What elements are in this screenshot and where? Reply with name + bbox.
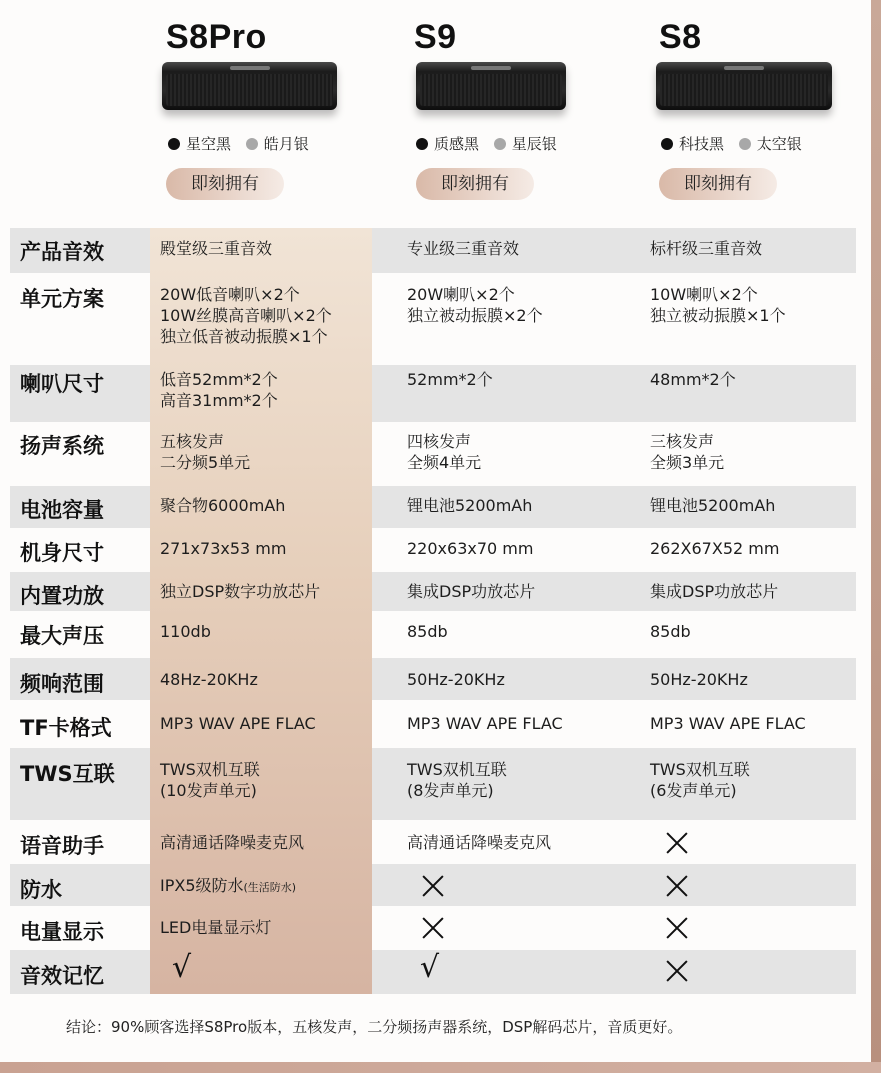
spec-value-s8: 262X67X52 mm — [650, 539, 780, 558]
color-dot-black — [168, 138, 180, 150]
spec-value-s9: 高清通话降噪麦克风 — [407, 833, 552, 852]
spec-value-s9: 85db — [407, 622, 448, 641]
spec-value-s8pro: 五核发声 二分频5单元 — [160, 432, 251, 472]
spec-label-max-spl: 最大声压 — [20, 624, 104, 648]
spec-value-s8pro: 271x73x53 mm — [160, 539, 287, 558]
product-name-s8pro — [166, 18, 406, 57]
spec-value-s8pro: 独立DSP数字功放芯片 — [160, 582, 321, 601]
spec-value-s9: TWS双机互联 (8发声单元) — [407, 760, 507, 800]
spec-value-s8pro: 高清通话降噪麦克风 — [160, 833, 305, 852]
color-label: 星辰银 — [511, 135, 557, 153]
spec-label-amplifier: 内置功放 — [20, 584, 104, 608]
spec-value-s8: 集成DSP功放芯片 — [650, 582, 779, 601]
spec-value-s8: 10W喇叭×2个 独立被动振膜×1个 — [650, 285, 786, 325]
color-dot-black — [416, 138, 428, 150]
buy-button-s8pro[interactable]: 即刻拥有 — [166, 168, 284, 200]
spec-value-s9: MP3 WAV APE FLAC — [407, 714, 563, 733]
unsupported-x-icon — [421, 916, 445, 940]
unsupported-x-icon — [665, 916, 689, 940]
spec-value-s8: 标杆级三重音效 — [650, 239, 763, 258]
spec-value-s8: MP3 WAV APE FLAC — [650, 714, 806, 733]
spec-value-s8pro: 48Hz-20KHz — [160, 670, 258, 689]
color-dot-silver — [246, 138, 258, 150]
supported-check-icon: √ — [172, 950, 192, 985]
spec-label-waterproof: 防水 — [20, 878, 62, 902]
spec-value-s9: 220x63x70 mm — [407, 539, 534, 558]
color-dot-silver — [739, 138, 751, 150]
color-label: 科技黑 — [679, 135, 725, 153]
spec-value-text: IPX5级防水 — [160, 876, 244, 895]
spec-value-s8: TWS双机互联 (6发声单元) — [650, 760, 750, 800]
unsupported-x-icon — [665, 831, 689, 855]
spec-value-s8pro: 殿堂级三重音效 — [160, 239, 273, 258]
unsupported-x-icon — [665, 959, 689, 983]
spec-label-driver-scheme: 单元方案 — [20, 287, 104, 311]
spec-value-s8: 锂电池5200mAh — [650, 496, 776, 515]
spec-label-battery-display: 电量显示 — [20, 920, 104, 944]
spec-value-s8pro — [160, 875, 296, 898]
right-border — [871, 0, 881, 1073]
unsupported-x-icon — [421, 874, 445, 898]
spec-label-tws: TWS互联 — [20, 762, 115, 786]
spec-value-s9: 四核发声 全频4单元 — [407, 432, 482, 472]
spec-label-dimensions: 机身尺寸 — [20, 541, 104, 565]
spec-value-s9: 50Hz-20KHz — [407, 670, 505, 689]
spec-value-s8pro: 110db — [160, 622, 211, 641]
spec-label-frequency-range: 频响范围 — [20, 672, 104, 696]
spec-value-s8pro: TWS双机互联 (10发声单元) — [160, 760, 260, 800]
spec-value-s8pro: 低音52mm*2个 高音31mm*2个 — [160, 370, 278, 410]
color-options-s8pro — [168, 133, 309, 154]
color-dot-silver — [494, 138, 506, 150]
color-label: 质感黑 — [434, 135, 480, 153]
spec-value-s8: 三核发声 全频3单元 — [650, 432, 725, 472]
spec-value-s9: 20W喇叭×2个 独立被动振膜×2个 — [407, 285, 543, 325]
speaker-image-s9 — [416, 62, 566, 110]
spec-value-s9: 锂电池5200mAh — [407, 496, 533, 515]
spec-value-note: (生活防水) — [243, 881, 297, 894]
spec-label-speaker-system: 扬声系统 — [20, 434, 104, 458]
spec-value-s8pro: MP3 WAV APE FLAC — [160, 714, 316, 733]
unsupported-x-icon — [665, 874, 689, 898]
color-options-s8 — [661, 133, 802, 154]
product-name-s9 — [414, 18, 654, 57]
product-title: S9 — [414, 18, 457, 56]
spec-label-sound-memory: 音效记忆 — [20, 964, 104, 988]
spec-value-s8pro: LED电量显示灯 — [160, 918, 272, 937]
product-title: S8 — [659, 18, 702, 56]
bottom-border — [0, 1062, 881, 1073]
color-options-s9 — [416, 133, 557, 154]
spec-value-s8: 50Hz-20KHz — [650, 670, 748, 689]
color-label: 皓月银 — [263, 135, 309, 153]
spec-label-speaker-size: 喇叭尺寸 — [20, 372, 104, 396]
supported-check-icon: √ — [420, 950, 440, 985]
spec-label-voice-assistant: 语音助手 — [20, 834, 104, 858]
color-label: 星空黑 — [186, 135, 232, 153]
spec-value-s8: 85db — [650, 622, 691, 641]
spec-value-s8pro: 聚合物6000mAh — [160, 496, 286, 515]
spec-value-s9: 专业级三重音效 — [407, 239, 520, 258]
speaker-image-s8 — [656, 62, 832, 110]
spec-value-s8: 48mm*2个 — [650, 370, 736, 389]
spec-label-battery: 电池容量 — [20, 498, 104, 522]
spec-label-sound-effect: 产品音效 — [20, 240, 104, 264]
buy-button-s8[interactable]: 即刻拥有 — [659, 168, 777, 200]
spec-value-s9: 52mm*2个 — [407, 370, 493, 389]
buy-button-s9[interactable]: 即刻拥有 — [416, 168, 534, 200]
speaker-image-s8pro — [162, 62, 337, 110]
conclusion-text: 结论：90%顾客选择S8Pro版本，五核发声，二分频扬声器系统，DSP解码芯片，音质更好。 — [66, 1018, 683, 1036]
color-label: 太空银 — [756, 135, 802, 153]
spec-label-tf-card: TF卡格式 — [20, 716, 112, 740]
spec-value-s8pro: 20W低音喇叭×2个 10W丝膜高音喇叭×2个 独立低音被动振膜×1个 — [160, 285, 332, 346]
spec-value-s9: 集成DSP功放芯片 — [407, 582, 536, 601]
color-dot-black — [661, 138, 673, 150]
product-title: S8Pro — [166, 18, 267, 56]
product-name-s8 — [659, 18, 881, 57]
